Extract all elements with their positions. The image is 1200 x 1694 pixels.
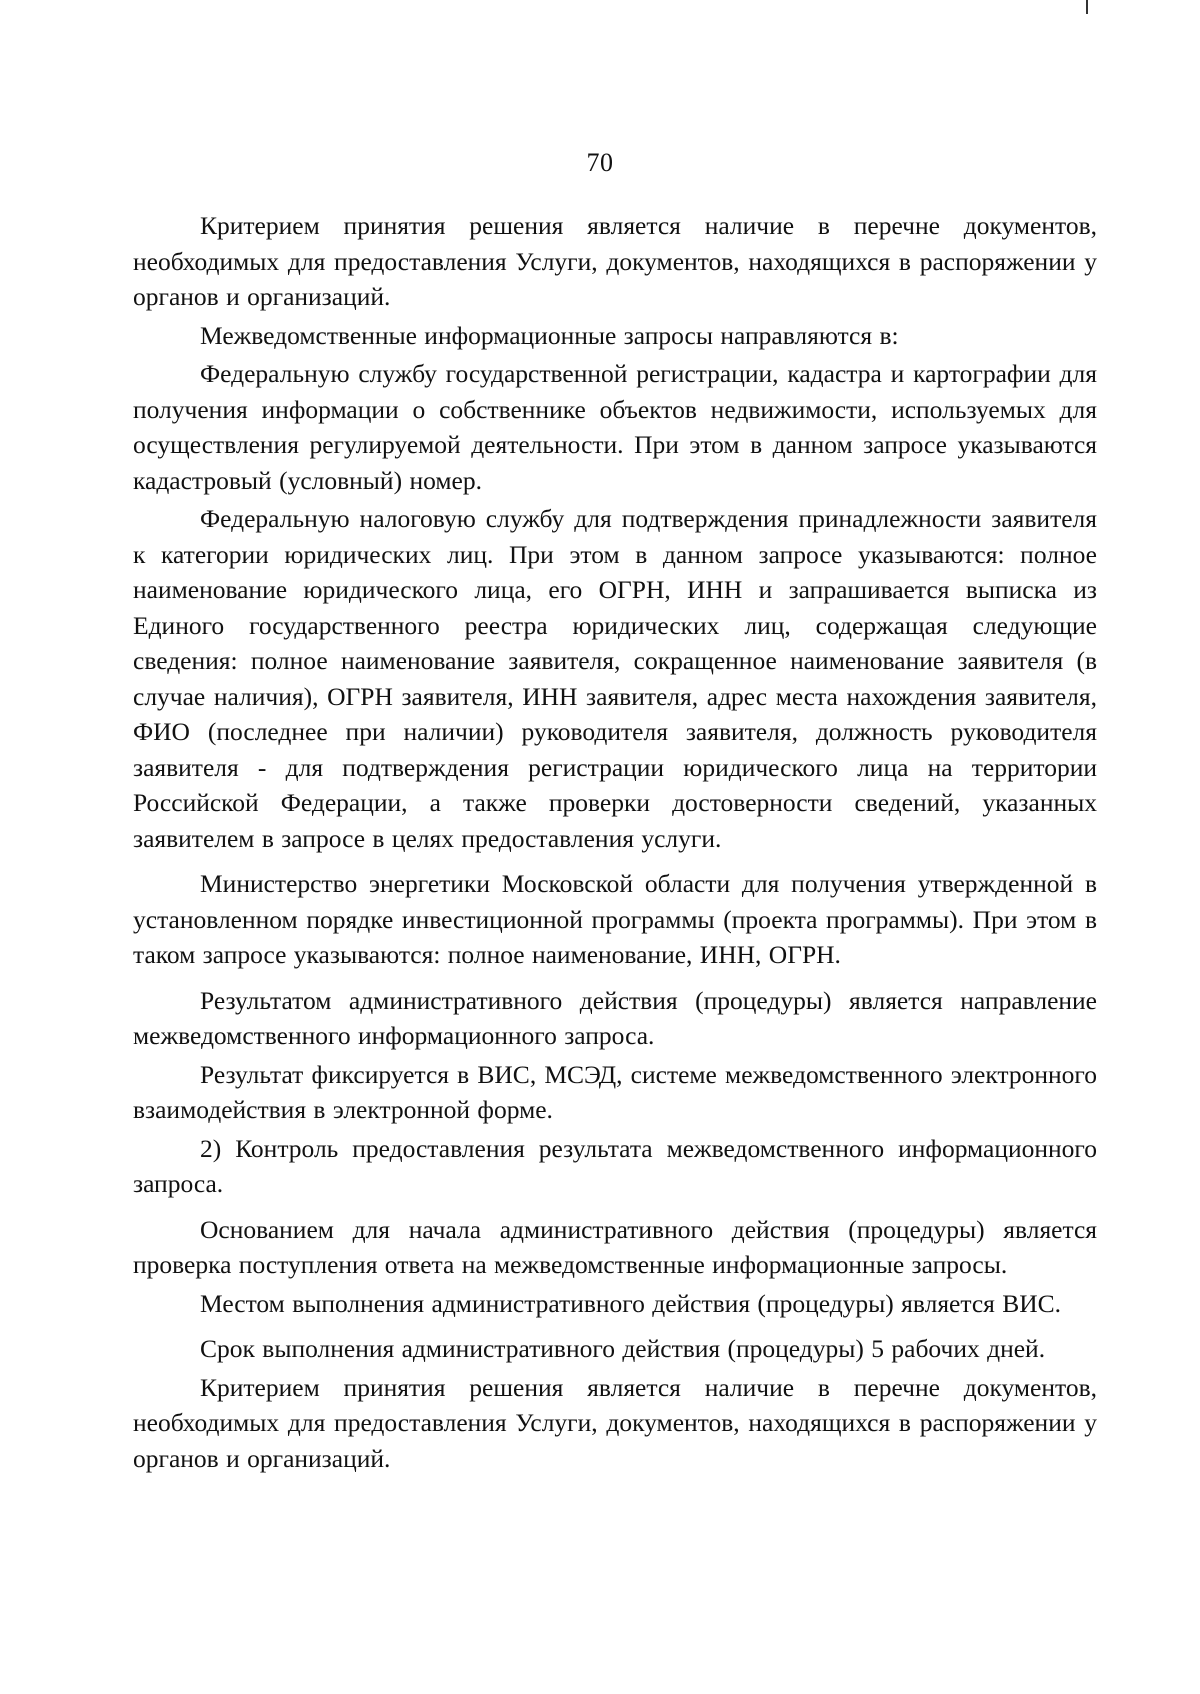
paragraph-result-recording: Результат фиксируется в ВИС, МСЭД, системе межведомственного электронного взаимодействия в электронной форме. xyxy=(133,1059,1097,1124)
paragraph-action-result: Результатом административного действия (процедуры) является направление межведомственного информационного запроса. xyxy=(133,985,1097,1050)
paragraph-action-term: Срок выполнения административного действия (процедуры) 5 рабочих дней. xyxy=(200,1334,1046,1363)
paragraph-rosreestr-request: Федеральную службу государственной регистрации, кадастра и картографии для получения информации о собственнике объектов недвижимости, используемых для осуществления регулируемой деятельности. При этом в данном запросе указываются кадастровый (условный) номер. xyxy=(133,359,1097,495)
paragraph-action-basis: Основанием для начала административного действия (процедуры) является проверка поступления ответа на межведомственные информационные запросы. xyxy=(133,1214,1097,1279)
paragraph-tax-service-request: Федеральную налоговую службу для подтверждения принадлежности заявителя к категории юридических лиц. При этом в данном запросе указываются: полное наименование юридического лица, его ОГРН, ИНН и запрашивается выписка из Единого государственного реестра юридических лиц, содержащая следующие сведения: полное наименование заявителя, сокращенное наименование заявителя (в случае наличия), ОГРН заявителя, ИНН заявителя, адрес места нахождения заявителя, ФИО (последнее при наличии) руководителя заявителя, должность руководителя заявителя - для подтверждения регистрации юридического лица на территории Российской Федерации, а также проверки достоверности сведений, указанных заявителем в запросе в целях предоставления услуги. xyxy=(133,504,1097,853)
scan-edge-mark xyxy=(1086,0,1088,14)
paragraph-energy-ministry-request: Министерство энергетики Московской области для получения утвержденной в установленном порядке инвестиционной программы (проекта программы). При этом в таком запросе указываются: полное наименование, ИНН, ОГРН. xyxy=(133,869,1097,969)
paragraph-decision-criterion: Критерием принятия решения является наличие в перечне документов, необходимых для предоставления Услуги, документов, находящихся в распоряжении у органов и организаций. xyxy=(133,211,1097,311)
paragraph-control-heading: 2) Контроль предоставления результата межведомственного информационного запроса. xyxy=(133,1133,1097,1198)
document-body xyxy=(133,208,1097,1476)
paragraph-interagency-requests: Межведомственные информационные запросы направляются в: xyxy=(200,320,899,350)
page-number: 70 xyxy=(586,148,614,177)
paragraph-decision-criterion-repeat: Критерием принятия решения является наличие в перечне документов, необходимых для предоставления Услуги, документов, находящихся в распоряжении у органов и организаций. xyxy=(133,1372,1097,1473)
paragraph-action-place: Местом выполнения административного действия (процедуры) является ВИС. xyxy=(200,1288,1062,1318)
